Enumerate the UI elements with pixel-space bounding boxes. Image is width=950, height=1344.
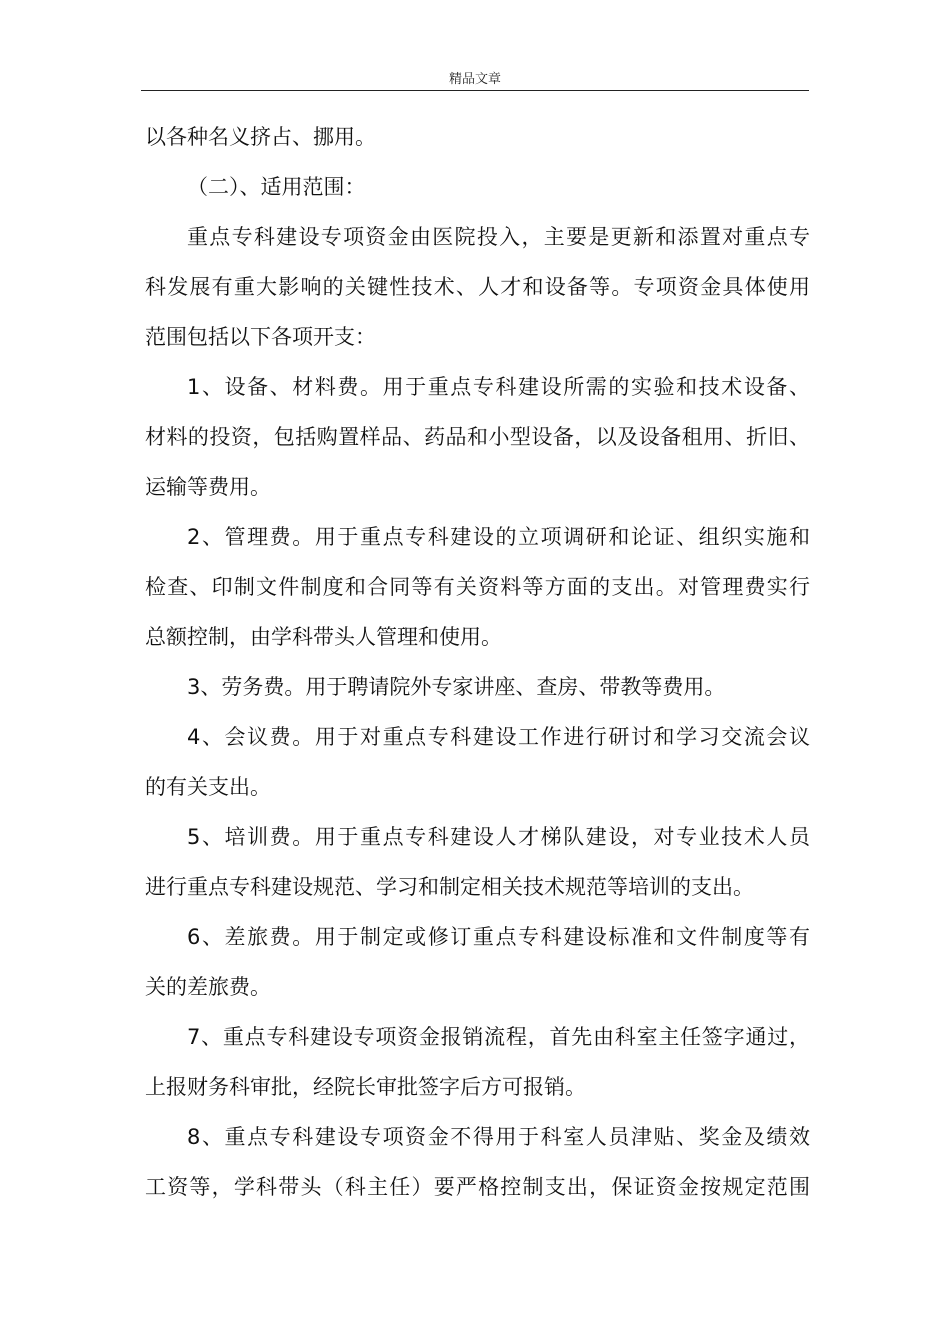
list-item: 3、劳务费。用于聘请院外专家讲座、查房、带教等费用。	[187, 675, 726, 699]
list-item: 4、会议费。用于对重点专科建设工作进行研讨和学习交流会议	[187, 725, 810, 749]
text-line: 上报财务科审批，经院长审批签字后方可报销。	[145, 1075, 586, 1099]
text-line: 总额控制，由学科带头人管理和使用。	[145, 625, 502, 649]
text-line: 材料的投资，包括购置样品、药品和小型设备，以及设备租用、折旧、	[145, 425, 810, 449]
header-title: 精品文章	[448, 72, 501, 87]
text-line: 关的差旅费。	[145, 975, 271, 999]
section-heading: （二）、适用范围：	[187, 175, 366, 199]
list-item: 5、培训费。用于重点专科建设人才梯队建设，对专业技术人员	[187, 825, 810, 849]
text-line: 检查、印制文件制度和合同等有关资料等方面的支出。对管理费实行	[145, 575, 810, 599]
list-item: 7、重点专科建设专项资金报销流程，首先由科室主任签字通过，	[187, 1025, 810, 1049]
text-line: 范围包括以下各项开支：	[145, 325, 376, 349]
text-line: 的有关支出。	[145, 775, 271, 799]
list-item: 2、管理费。用于重点专科建设的立项调研和论证、组织实施和	[187, 525, 810, 549]
text-line: 重点专科建设专项资金由医院投入，主要是更新和添置对重点专	[187, 225, 810, 249]
list-item: 8、重点专科建设专项资金不得用于科室人员津贴、奖金及绩效	[187, 1125, 810, 1149]
page-header	[141, 68, 809, 91]
text-line: 以各种名义挤占、挪用。	[145, 125, 376, 149]
text-line: 运输等费用。	[145, 475, 271, 499]
text-line: 工资等，学科带头（科主任）要严格控制支出，保证资金按规定范围	[145, 1175, 810, 1199]
list-item: 1、设备、材料费。用于重点专科建设所需的实验和技术设备、	[187, 375, 810, 399]
text-line: 进行重点专科建设规范、学习和制定相关技术规范等培训的支出。	[145, 875, 754, 899]
list-item: 6、差旅费。用于制定或修订重点专科建设标准和文件制度等有	[187, 925, 810, 949]
text-line: 科发展有重大影响的关键性技术、人才和设备等。专项资金具体使用	[145, 275, 810, 299]
